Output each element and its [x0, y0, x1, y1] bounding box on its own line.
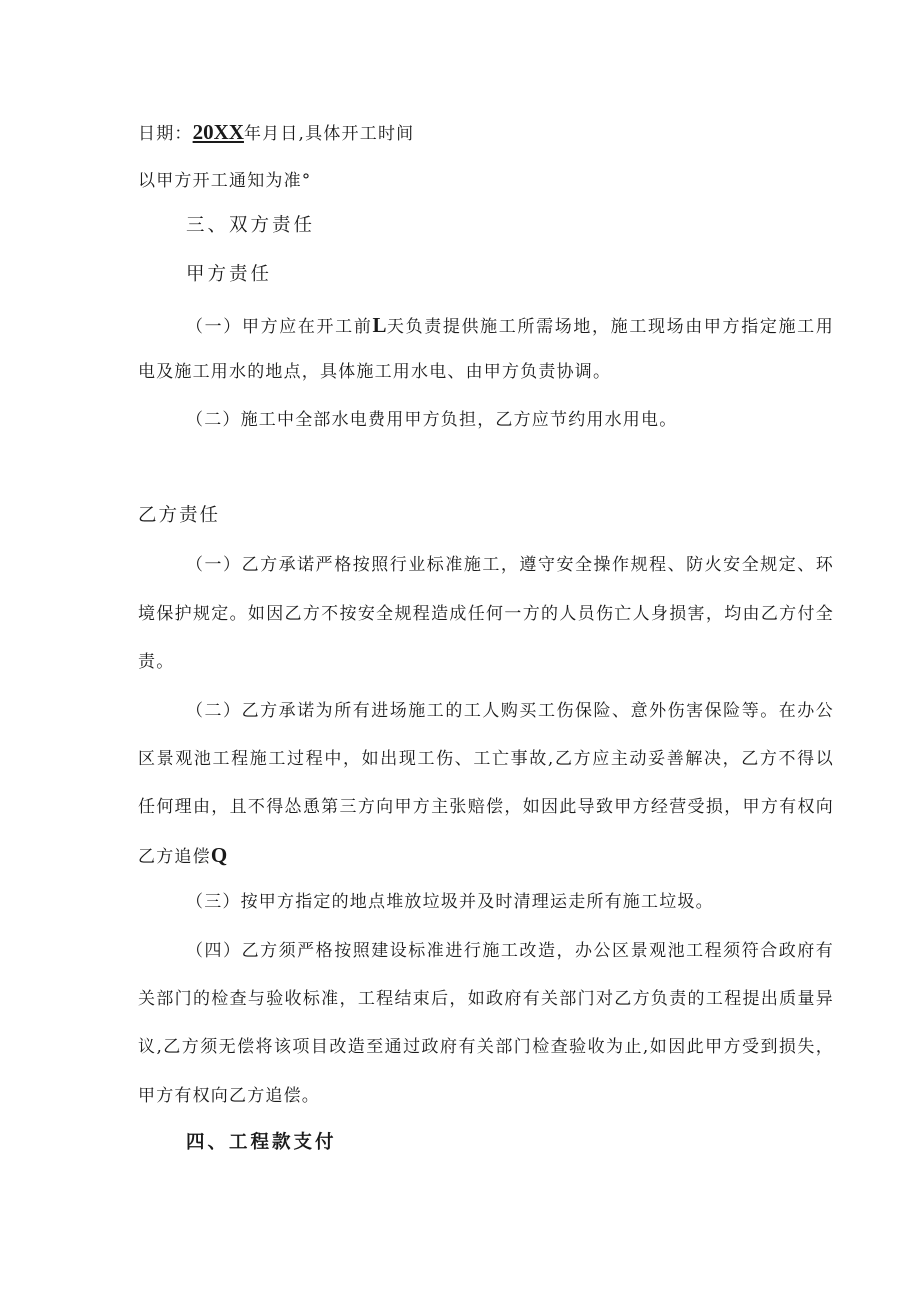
- party-b-item-4-line-1: （四）乙方须严格按照建设标准进行施工改造，办公区景观池工程须符合政府有: [186, 941, 834, 961]
- date-suffix: 年月日,具体开工时间: [243, 124, 415, 144]
- party-b-item-1-line-3: 责。: [138, 652, 175, 672]
- party-b-item-2-line-3: 任何理由，且不得怂恿第三方向甲方主张赔偿，如因此导致甲方经营受损，甲方有权向: [138, 797, 834, 817]
- party-b-heading: 乙方责任: [138, 505, 221, 526]
- party-b-q-mark: Q: [210, 843, 228, 867]
- party-a-item-1-line-2: 电及施工用水的地点，具体施工用水电、由甲方负责协调。: [138, 362, 612, 382]
- party-b-item-1-line-2: 境保护规定。如因乙方不按安全规程造成任何一方的人员伤亡人身损害，均由乙方付全: [138, 604, 834, 624]
- party-b-item-2-line-1: （二）乙方承诺为所有进场施工的工人购买工伤保险、意外伤害保险等。在办公: [186, 701, 834, 721]
- section-heading-payment: 四、工程款支付: [186, 1132, 337, 1153]
- section-heading-responsibilities: 三、双方责任: [186, 215, 316, 236]
- party-b-item-1-line-1: （一）乙方承诺严格按照行业标准施工，遵守安全操作规程、防火安全规定、环: [186, 555, 834, 575]
- party-b-item-4-line-2: 关部门的检查与验收标准，工程结束后，如政府有关部门对乙方负责的工程提出质量异: [138, 989, 834, 1009]
- party-b-item-3: （三）按甲方指定的地点堆放垃圾并及时清理运走所有施工垃圾。: [186, 892, 714, 912]
- party-a-days-value: L: [372, 313, 387, 337]
- date-year: 20XX: [192, 120, 244, 144]
- party-b-item-2-line-4: 乙方追偿Q: [138, 843, 228, 867]
- party-b-item-4-line-4: 甲方有权向乙方追偿。: [138, 1086, 320, 1106]
- party-a-item-1-line-1: （一）甲方应在开工前L天负责提供施工所需场地，施工现场由甲方指定施工用: [186, 313, 834, 337]
- party-a-heading: 甲方责任: [186, 264, 273, 285]
- date-label: 日期：: [138, 124, 193, 144]
- party-a-item-2: （二）施工中全部水电费用甲方负担，乙方应节约用水用电。: [186, 410, 678, 430]
- party-b-item-4-line-3: 议,乙方须无偿将该项目改造至通过政府有关部门检查验收为止,如因此甲方受到损失，: [138, 1037, 834, 1057]
- date-line: [138, 121, 838, 145]
- party-b-item-2-line-2: 区景观池工程施工过程中，如出现工伤、工亡事故,乙方应主动妥善解决，乙方不得以: [138, 749, 834, 769]
- date-line-continued: 以甲方开工通知为准°: [138, 171, 312, 191]
